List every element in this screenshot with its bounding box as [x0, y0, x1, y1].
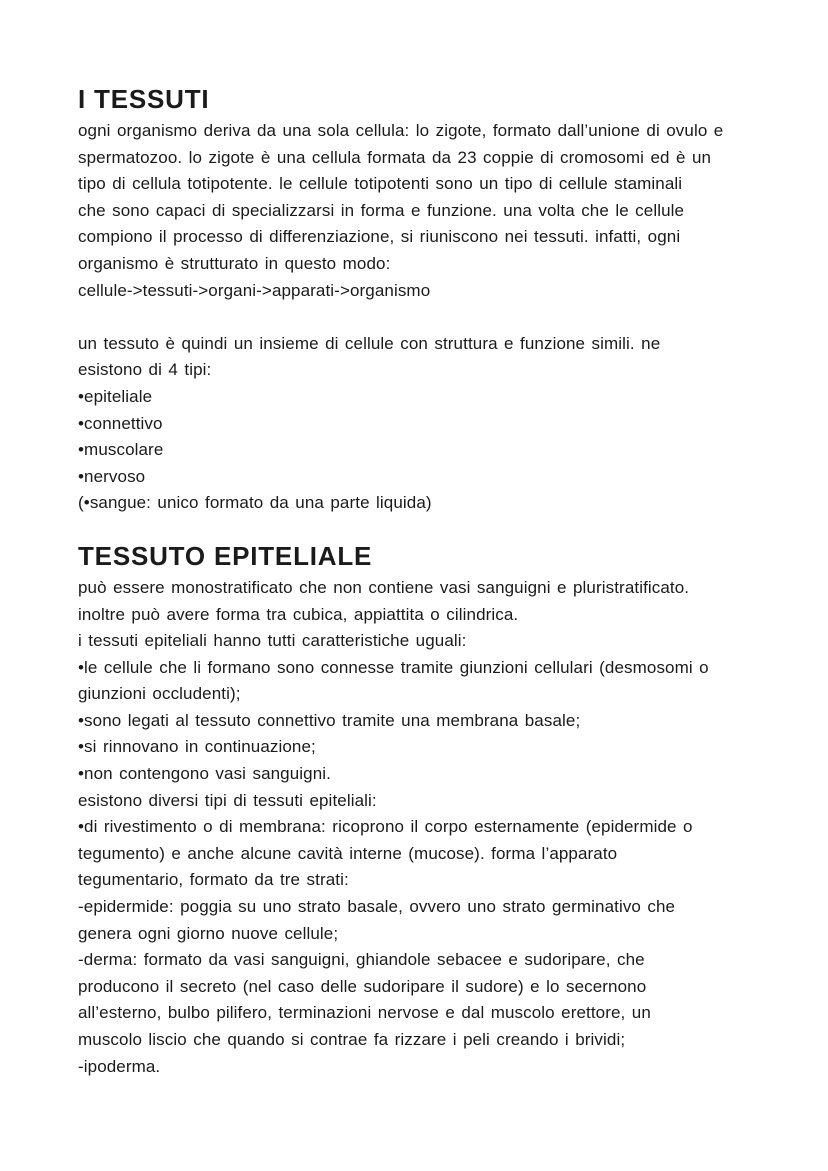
list-item: •epiteliale: [78, 386, 153, 406]
list-item: •connettivo: [78, 413, 163, 433]
text-line: (•sangue: unico formato da una parte liquida): [78, 493, 432, 513]
text-line: tegumento) e anche alcune cavità interne (mucose). forma l’apparato: [78, 843, 618, 863]
text-line: genera ogni giorno nuove cellule;: [78, 923, 339, 943]
text-line: all’esterno, bulbo pilifero, terminazioni nervose e dal muscolo erettore, un: [78, 1003, 651, 1023]
text-line: compiono il processo di differenziazione, si riuniscono nei tessuti. infatti, ogni: [78, 227, 681, 247]
section-title-tessuto-epiteliale: TESSUTO EPITELIALE: [78, 540, 373, 571]
text-line: muscolo liscio che quando si contrae fa rizzare i peli creando i brividi;: [78, 1030, 626, 1049]
text-line: può essere monostratificato che non contiene vasi sanguigni e pluristratificato.: [78, 577, 690, 597]
text-line: esistono di 4 tipi:: [78, 360, 212, 380]
text-line: cellule->tessuti->organi->apparati->organismo: [78, 280, 431, 300]
text-line: organismo è strutturato in questo modo:: [78, 253, 391, 273]
list-item: •le cellule che li formano sono connesse tramite giunzioni cellulari (desmosomi o: [78, 657, 709, 677]
text-line: inoltre può avere forma tra cubica, appiattita o cilindrica.: [78, 604, 519, 624]
text-line: i tessuti epiteliali hanno tutti caratteristiche uguali:: [78, 631, 467, 651]
text-line: spermatozoo. lo zigote è una cellula formata da 23 coppie di cromosomi ed è un: [78, 147, 712, 167]
text-line: tipo di cellula totipotente. le cellule totipotenti sono un tipo di cellule staminali: [78, 174, 683, 194]
section-title-i-tessuti: I TESSUTI: [78, 84, 210, 114]
list-item: •non contengono vasi sanguigni.: [78, 764, 331, 784]
text-line: esistono diversi tipi di tessuti epiteliali:: [78, 790, 377, 810]
text-line: tegumentario, formato da tre strati:: [78, 870, 349, 890]
text-line: producono il secreto (nel caso delle sudoripare il sudore) e lo secernono: [78, 976, 647, 996]
text-line: -ipoderma.: [78, 1056, 161, 1076]
text-line: ogni organismo deriva da una sola cellula: lo zigote, formato dall’unione di ovulo e: [78, 121, 724, 140]
list-item: •sono legati al tessuto connettivo tramite una membrana basale;: [78, 710, 581, 730]
text-line: giunzioni occludenti);: [78, 684, 241, 704]
list-item: •nervoso: [78, 466, 146, 486]
list-item: •di rivestimento o di membrana: ricoprono il corpo esternamente (epidermide o: [78, 817, 693, 837]
text-line: -derma: formato da vasi sanguigni, ghiandole sebacee e sudoripare, che: [78, 950, 645, 970]
list-item: •muscolare: [78, 440, 164, 460]
text-line: che sono capaci di specializzarsi in forma e funzione. una volta che le cellule: [78, 200, 685, 220]
text-line: -epidermide: poggia su uno strato basale, ovvero uno strato germinativo che: [78, 897, 676, 917]
list-item: •si rinnovano in continuazione;: [78, 737, 316, 757]
text-line: un tessuto è quindi un insieme di cellule con struttura e funzione simili. ne: [78, 333, 661, 353]
